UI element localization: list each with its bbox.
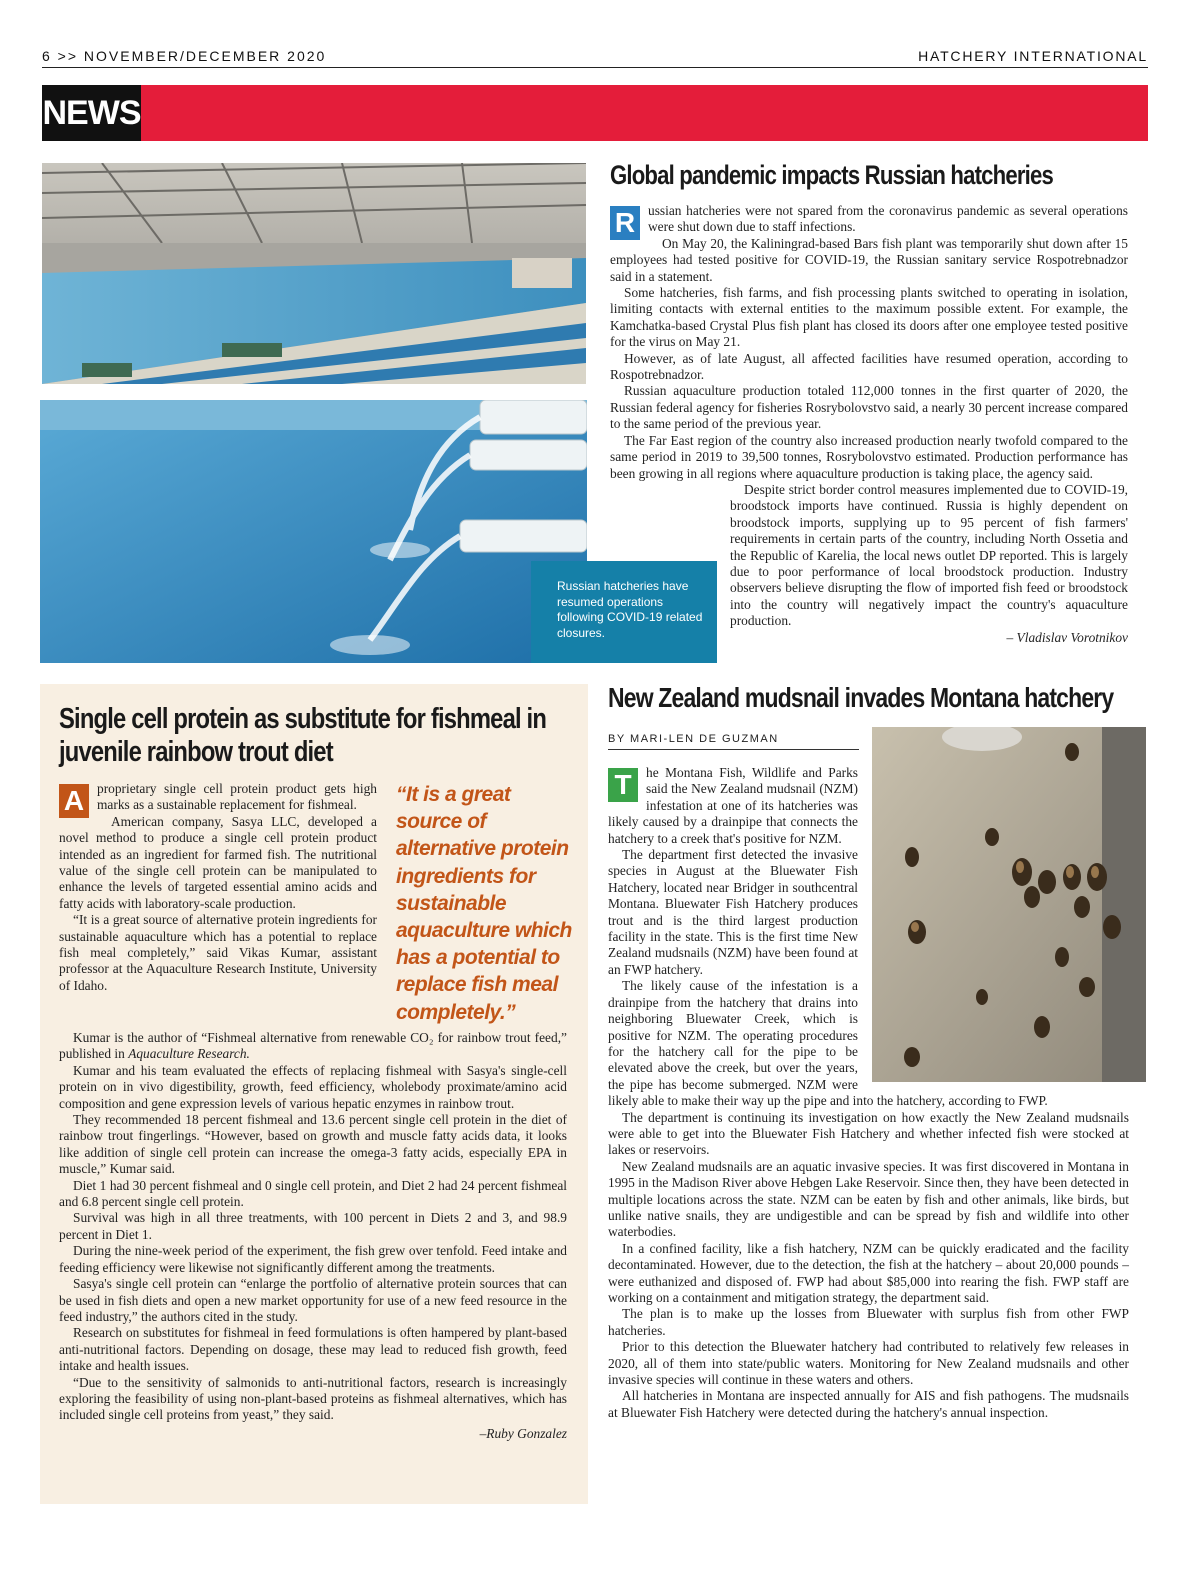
photo-caption: Russian hatcheries have resumed operations following COVID-19 related closures.	[531, 561, 717, 663]
paragraph: New Zealand mudsnails are an aquatic invasive species. It was first discovered in Montana in 1995 in the Madison River above Hebgen Lake Reservoir. Since then, they have been detected in multiple locations across the state. NZM can be eaten by fish and other animals, like birds, but unlike native snails, they are undigestible and can be spread by fish and wildlife into other waterbodies.	[608, 1158, 1129, 1240]
paragraph: Prior to this detection the Bluewater hatchery had contributed to relatively few releases in 2020, all of them into state/public waters. Monitoring for New Zealand mudsnails and other invasive species will continue in these waters and others.	[608, 1339, 1129, 1388]
photo-wrap-spacer	[858, 765, 1129, 1092]
drop-cap: R	[610, 206, 640, 240]
paragraph	[59, 1030, 567, 1063]
russia-headline: Global pandemic impacts Russian hatcheries	[610, 160, 1053, 190]
protein-headline: Single cell protein as substitute for fishmeal in juvenile rainbow trout diet	[59, 703, 547, 768]
paragraph: Kumar and his team evaluated the effects of replacing fishmeal with Sasya's single-cell protein on in vivo digestibility, growth, feed efficiency, wholebody proximate/amino acid composition and gene expression levels of various hepatic enzymes in rainbow trout.	[59, 1062, 567, 1111]
paragraph: he Montana Fish, Wildlife and Parks said the New Zealand mudsnail (NZM) infestation at one of its hatcheries was likely caused by a drainpipe that connects the hatchery to a creek that's positive for NZM.	[608, 765, 858, 846]
caption-wrap-spacer	[610, 517, 730, 627]
drop-cap: A	[59, 784, 89, 818]
paragraph: On May 20, the Kaliningrad-based Bars fish plant was temporarily shut down after 15 employees had tested positive for COVID-19, the Russian sanitary service Rospotrebnadzor said in a statement.	[610, 235, 1128, 284]
paragraph: Sasya's single cell protein can “enlarge the portfolio of alternative protein sources that can be used in fish diets and open a new market opportunity for use of a new feed resource in the feed industry,” the authors cited in the study.	[59, 1276, 567, 1324]
paragraph: American company, Sasya LLC, developed a novel method to produce a single cell protein product intended as an ingredient for farmed fish. The nutritional value of the single cell protein can be manipulated to enhance the levels of targeted essential amino acids and fatty acids with laboratory-scale production.	[59, 813, 377, 911]
paragraph: Research on substitutes for fishmeal in feed formulations is often hampered by plant-based anti-nutritional factors. Depending on dosage, these may lead to reduced fish growth, feed intake and health issues.	[59, 1325, 567, 1374]
header-rule	[42, 67, 1148, 68]
paragraph: The department is continuing its investigation on how exactly the New Zealand mudsnails were able to get into the Bluewater Fish Hatchery and whether infected fish were stocked at lakes or reservoirs.	[608, 1109, 1129, 1158]
kumar-author-text: Kumar is the author of “Fishmeal alternative from renewable CO₂ for rainbow trout feed,” published in	[59, 1030, 567, 1062]
paragraph: “Due to the sensitivity of salmonids to anti-nutritional factors, research is increasingly exploring the feasibility of using non-plant-based proteins as fishmeal alternatives, which has included single cell proteins from yeast,” they said.	[59, 1374, 567, 1423]
hatchery-hall-photo	[42, 163, 586, 384]
byline-rule	[608, 749, 859, 750]
nz-byline: BY MARI-LEN DE GUZMAN	[608, 733, 779, 745]
protein-article-body	[59, 1030, 567, 1442]
drop-cap: T	[608, 768, 638, 802]
nz-headline: New Zealand mudsnail invades Montana hatchery	[608, 682, 1114, 713]
russia-signature: – Vladislav Vorotnikov	[1006, 629, 1128, 645]
paragraph: The likely cause of the infestation is a drainpipe from the hatchery that drains into neighboring Bluewater Creek, which is positive for NZM. The operating procedures for the hatchery call for the pipe to be elevated above the creek, but over the years, the pipe has become submerged. NZM were likely able to make their way up the pipe and into the hatchery, according to FWP.	[608, 978, 1048, 1109]
journal-title: Aquaculture Research.	[128, 1046, 250, 1062]
paragraph: They recommended 18 percent fishmeal and 13.6 percent single cell protein in the diet of rainbow trout fingerlings. “However, based on growth and muscle fatty acids data, it looks like addition of single cell protein can increase the omega-3 fatty acids, especially EPA in muscle,” Kumar said.	[59, 1112, 567, 1177]
protein-lead-column	[59, 781, 377, 994]
paragraph: Survival was high in all three treatments, with 100 percent in Diets 2 and 3, and 98.9 percent in Diet 1.	[59, 1210, 567, 1242]
paragraph: However, as of late August, all affected facilities have resumed operation, according to Rospotrebnadzor.	[610, 350, 1128, 383]
paragraph: Despite strict border control measures implemented due to COVID-19, broodstock imports have continued. Russia is highly dependent on broodstock imports, supplying up to 95 percent of fish farmers' requirements in certain parts of the country, including North Ossetia and the Republic of Karelia, the local news outlet DP reported. This is largely due to poor performance of local broodstock production. Industry observers believe disrupting the flow of imported fish feed or broodstock into the country will negatively impact the country's aquaculture production.	[730, 481, 1128, 629]
paragraph: “It is a great source of alternative protein ingredients for sustainable aquaculture which has a potential to replace fish meal completely,” said Vikas Kumar, assistant professor at the Aquaculture Research Institute, University of Idaho.	[59, 912, 377, 993]
section-label: NEWS	[42, 85, 141, 141]
paragraph: The department first detected the invasive species in August at the Bluewater Fish Hatchery, located near Bridger in southcentral Montana. Bluewater Fish Hatchery produces trout and is the third largest production facility in the state. This is the first time New Zealand mudsnails (NZM) have been found at an FWP hatchery.	[608, 847, 858, 977]
pull-quote: “It is a great source of alternative protein ingredients for sustainable aquaculture which has a potential to replace fish meal completely.”	[396, 783, 572, 1024]
russia-article-body	[610, 203, 1128, 646]
paragraph: The Far East region of the country also increased production nearly twofold compared to the same period in 2019 to 39,500 tonnes, Rosrybolovstvo estimated. Production performance has been growing in all regions where aquaculture production is taking place, the agency said.	[610, 432, 1128, 481]
paragraph: All hatcheries in Montana are inspected annually for AIS and fish pathogens. The mudsnails at Bluewater Fish Hatchery were detected during the hatchery's annual inspection.	[608, 1388, 1129, 1420]
paragraph: Diet 1 had 30 percent fishmeal and 0 single cell protein, and Diet 2 had 24 percent fishmeal and 6.8 percent single cell protein.	[59, 1177, 567, 1210]
paragraph: Some hatcheries, fish farms, and fish processing plants switched to operating in isolation, limiting contacts with external entities to the maximum possible extent. For example, the Kamchatka-based Crystal Plus fish plant has closed its doors after one employee tested positive for the virus on May 21.	[610, 285, 1128, 350]
nz-article-body	[608, 765, 1129, 1421]
paragraph: Russian aquaculture production totaled 112,000 tonnes in the first quarter of 2020, the Russian federal agency for fisheries Rosrybolovstvo said, a nearly 30 percent increase compared to the same period of the previous year.	[610, 383, 1128, 432]
paragraph: In a confined facility, like a fish hatchery, NZM can be quickly eradicated and the facility decontaminated. However, due to the detection, the fish at the hatchery – about 20,000 pounds – were euthanized and disposed of. FWP had about $85,000 into rearing the fish. FWP staff are working on a containment and mitigation strategy, the department said.	[608, 1240, 1129, 1305]
paragraph: ussian hatcheries were not spared from the coronavirus pandemic as several operations were shut down due to staff infections.	[648, 203, 1128, 235]
water-outlets-photo	[40, 400, 587, 663]
paragraph: The plan is to make up the losses from Bluewater with surplus fish from other FWP hatcheries.	[608, 1306, 1129, 1338]
issue-date: 6 >> NOVEMBER/DECEMBER 2020	[42, 48, 327, 64]
protein-signature: –Ruby Gonzalez	[479, 1425, 567, 1441]
publication-name: HATCHERY INTERNATIONAL	[918, 48, 1148, 64]
news-banner	[42, 85, 1148, 141]
paragraph: During the nine-week period of the experiment, the fish grew over tenfold. Feed intake and feeding efficiency were likewise not significantly different among the treatments.	[59, 1243, 567, 1275]
paragraph: proprietary single cell protein product gets high marks as a sustainable replacement for fishmeal.	[97, 781, 377, 813]
